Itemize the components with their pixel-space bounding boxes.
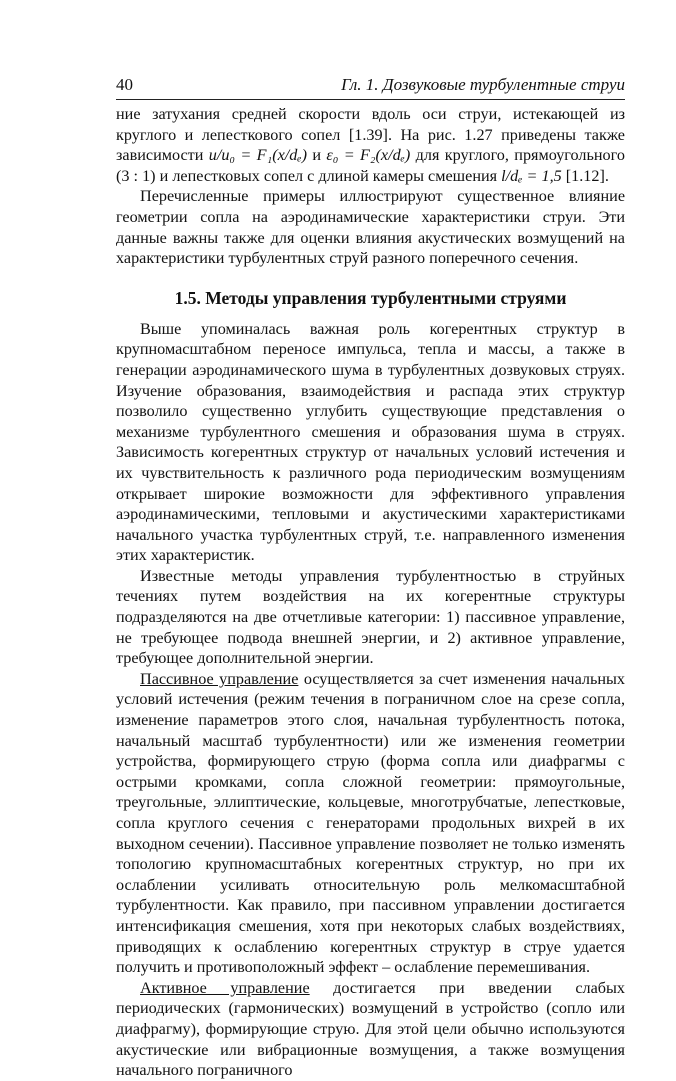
- active-control-text: достигается при введении слабых периодических (гармонических) возмущений в устройство (сопло или диафрагму), формирующие струю. Для этой цели обычно используются акустические или вибрационные возмущения, а также возмущения начального пограничного: [116, 978, 625, 1080]
- term-active-control: Активное управление: [140, 978, 310, 997]
- paragraph-continued: [116, 104, 625, 186]
- formula-velocity-decay: u/u₀ = F₁(x/dₑ): [208, 146, 307, 165]
- formula-chamber-length: l/dₑ = 1,5: [501, 166, 562, 185]
- para1-text3: для круглого, прямоугольного (3 : 1) и лепестковых сопел с длиной камеры смешения: [116, 146, 625, 185]
- paragraph-active-control: [116, 978, 625, 1081]
- running-header: [116, 75, 625, 100]
- passive-control-text: осуществляется за счет изменения начальных условий истечения (режим течения в пограничном слое на срезе сопла, изменение параметров этого слоя, начальная турбулентность потока, начальный масштаб турбулентности) или же изменения геометрии устройства, формирующего струю (форма сопла или диафрагмы с острыми кромками, сопла сложной геометрии: прямоугольные, треугольные, эллиптические, кольцевые, многотрубчатые, лепестковые, сопла круглого сечения с генераторами продольных вихрей в их выходном сечении). Пассивное управление позволяет не только изменять топологию крупномасштабных когерентных структур, но при их ослаблении усиливать относительную роль мелкомасштабной турбулентности. Как правило, при пассивном управлении достигается интенсификация смешения, хотя при некоторых слабых воздействиях, приводящих к ослаблению когерентных структур в струе удается получить и противоположный эффект – ослабление перемешивания.: [116, 669, 625, 977]
- paragraph-examples: Перечисленные примеры иллюстрируют существенное влияние геометрии сопла на аэродинамические характеристики струи. Эти данные важны также для оценки влияния акустических возмущений на характеристики турбулентных струй разного поперечного сечения.: [116, 187, 625, 268]
- paragraph-passive-control: [116, 669, 625, 978]
- paragraph-coherent-structures: Выше упоминалась важная роль когерентных структур в крупномасштабном переносе импульса, тепла и массы, а также в генерации аэродинамического шума в турбулентных дозвуковых струях. Изучение образования, взаимодействия и распада этих структур позволило существенно углубить существующие представления о механизме турбулентного смешения и образования шума в струях. Зависимость когерентных структур от начальных условий истечения и их чувствительность к различного рода периодическим возмущениям открывает широкие возможности для эффективного управления аэродинамическими, тепловыми и акустическими характеристиками начального участка турбулентных струй, т.е. направленного изменения этих характеристик.: [116, 319, 625, 565]
- section-heading: 1.5. Методы управления турбулентными струями: [174, 287, 567, 308]
- term-passive-control: Пассивное управление: [140, 669, 299, 688]
- page-body: [116, 104, 625, 1081]
- para1-text4: [1.12].: [561, 166, 609, 185]
- running-title: Гл. 1. Дозвуковые турбулентные струи: [341, 75, 625, 94]
- formula-turbulence: ε₀ = F₂(x/dₑ): [326, 146, 411, 165]
- para1-text2: и: [307, 146, 327, 165]
- page-number: 40: [116, 75, 133, 94]
- para1-text1: ние затухания средней скорости вдоль оси струи, истекающей из круглого и лепесткового сопел [1.39]. На рис. 1.27 приведены также зависимости: [116, 105, 625, 165]
- paragraph-control-categories: Известные методы управления турбулентностью в струйных течениях путем воздействия на их когерентные структуры подразделяются на две отчетливые категории: 1) пассивное управление, не требующее подвода внешней энергии, и 2) активное управление, требующее дополнительной энергии.: [116, 566, 625, 668]
